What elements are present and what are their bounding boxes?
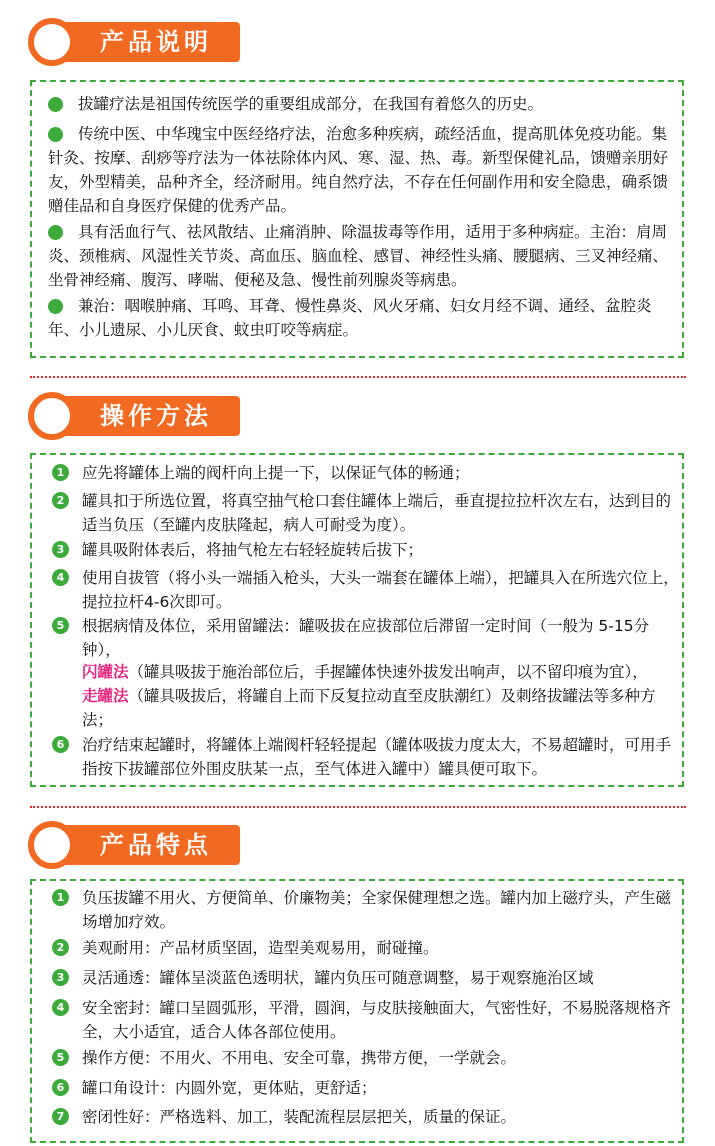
intro-paragraph-3: 具有活血行气、祛风散结、止痛消肿、除温拔毒等作用，适用于多种病症。主治：肩周炎、颈椎病、风湿性关节炎、高血压、脑血栓、感冒、神经性头痛、腰腿病、三叉神经痛、坐骨神经痛、腹泻、哮喘、便秘及急、慢性前列腺炎等病患。 [48,223,669,289]
method-step-5-detail [52,660,682,732]
intro-title: 产品说明 [100,28,212,56]
feature-item-3: 3 灵活通透：罐体呈淡蓝色透明状，罐内负压可随意调整，易于观察施治区域 [52,966,682,990]
method-step-2: 2 罐具扣于所选位置，将真空抽气枪口套住罐体上端后，垂直提拉拉杆次左右，达到目的适当负压（至罐内皮肤隆起，病人可耐受为度）。 [52,489,682,537]
feature-item-7: 7 密闭性好：严格选料、加工，装配流程层层把关，质量的保证。 [52,1105,682,1129]
intro-paragraph-1: 拔罐疗法是祖国传统医学的重要组成部分，在我国有着悠久的历史。 [48,92,678,116]
feature-item-4: 4 安全密封：罐口呈圆弧形，平滑，圆润，与皮肤接触面大，气密性好，不易脱落规格齐全，大小适宜，适合人体各部位使用。 [52,996,682,1044]
step-number-icon: 4 [52,569,69,586]
green-bullet-icon [48,225,63,240]
features-header-ring-icon [28,821,76,869]
step-number-icon: 5 [52,617,69,634]
method-step-6: 6 治疗结束起罐时，将罐体上端阀杆轻轻提起（罐体吸拔力度太大，不易超罐时，可用手指按下拔罐部位外围皮肤某一点，至气体进入罐中）罐具便可取下。 [52,733,682,781]
method-header [28,392,240,440]
feature-number-icon: 3 [52,969,69,986]
walk-cupping-text: （罐具吸拔后，将罐自上而下反复拉动直至皮肤潮红）及刺络拔罐法等多种方法； [82,687,656,729]
intro-header [28,18,240,66]
feature-number-icon: 5 [52,1049,69,1066]
step-number-icon: 3 [52,541,69,558]
intro-header-ring-icon [28,18,76,66]
intro-paragraph-4: 兼治：咽喉肿痛、耳鸣、耳聋、慢性鼻炎、风火牙痛、妇女月经不调、通经、盆腔炎年、小儿遗尿、小儿厌食、蚊虫叮咬等病症。 [48,297,652,339]
separator-2 [30,806,686,808]
flash-cupping-text: （罐具吸拔于施治部位后，手握罐体快速外拔发出响声，以不留印痕为宜）， [128,663,648,681]
method-header-ring-icon [28,392,76,440]
method-step-4: 4 使用自拔管（将小头一端插入枪头，大头一端套在罐体上端），把罐具入在所选穴位上，提拉拉杆4-6次即可。 [52,566,682,614]
feature-item-2: 2 美观耐用：产品材质坚固，造型美观易用，耐碰撞。 [52,936,682,960]
method-step-1: 1 应先将罐体上端的阀杆向上提一下，以保证气体的畅通； [52,461,682,485]
feature-number-icon: 4 [52,999,69,1016]
method-step-3: 3 罐具吸附体表后，将抽气枪左右轻轻旋转后拔下； [52,538,682,562]
method-step-5: 5 根据病情及体位，采用留罐法：罐吸拔在应拔部位后滞留一定时间（一般为 5-15分钟）， [52,614,682,662]
flash-cupping-label: 闪罐法 [82,663,129,681]
feature-item-5: 5 操作方便：不用火、不用电、安全可靠，携带方便，一学就会。 [52,1046,682,1070]
feature-number-icon: 1 [52,889,69,906]
features-title: 产品特点 [100,831,212,859]
feature-item-1: 1 负压拔罐不用火、方便简单、价廉物美；全家保健理想之选。罐内加上磁疗头，产生磁场增加疗效。 [52,886,682,934]
green-bullet-icon [48,127,63,142]
intro-paragraph-2: 传统中医、中华瑰宝中医经络疗法，治愈多种疾病，疏经活血，提高肌体免疫功能。集针灸、按摩、刮痧等疗法为一体祛除体内风、寒、湿、热、毒。新型保健礼品，馈赠亲朋好友，外型精美，品种齐全，经济耐用。纯自然疗法，不存在任何副作用和安全隐患，确系馈赠佳品和自身医疗保健的优秀产品。 [48,125,669,215]
green-bullet-icon [48,97,63,112]
step-number-icon: 2 [52,492,69,509]
feature-number-icon: 7 [52,1108,69,1125]
feature-number-icon: 2 [52,939,69,956]
features-header [28,821,240,869]
separator-1 [30,376,686,378]
feature-number-icon: 6 [52,1079,69,1096]
step-number-icon: 1 [52,464,69,481]
step-number-icon: 6 [52,736,69,753]
green-bullet-icon [48,299,63,314]
method-title: 操作方法 [100,402,212,430]
feature-item-6: 6 罐口角设计：内圆外宽，更体贴，更舒适； [52,1076,682,1100]
walk-cupping-label: 走罐法 [82,687,129,705]
